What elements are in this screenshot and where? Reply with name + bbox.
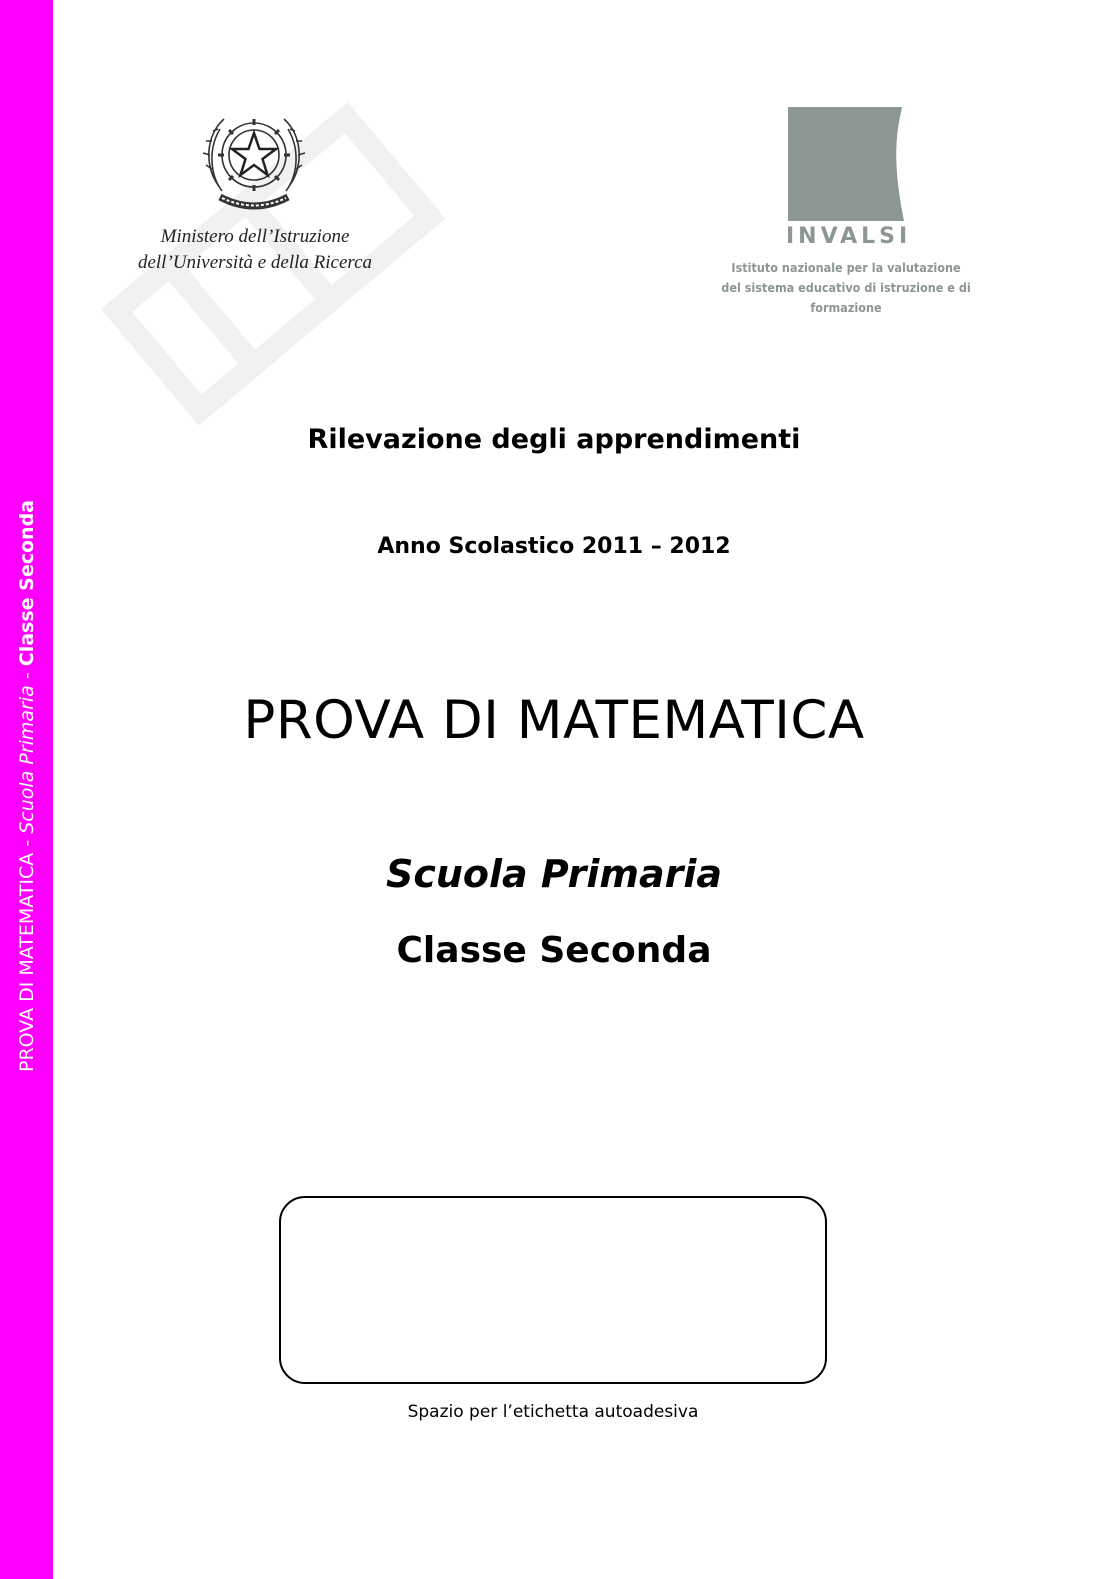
ministry-name — [100, 224, 410, 276]
italian-republic-emblem-icon — [200, 105, 308, 220]
invalsi-desc-line-2: del sistema educativo di istruzione e di formazione — [721, 280, 971, 315]
invalsi-logo-icon — [786, 105, 906, 223]
side-band-text — [16, 500, 38, 1072]
ministry-line-1: Ministero dell’Istruzione — [160, 226, 350, 247]
side-text-school: Scuola Primaria — [16, 685, 38, 834]
survey-title: Rilevazione degli apprendimenti — [307, 424, 801, 455]
test-title: PROVA DI MATEMATICA — [243, 690, 865, 751]
side-text-class: Classe Seconda — [16, 500, 38, 667]
side-text-subject: PROVA DI MATEMATICA - — [16, 833, 38, 1072]
invalsi-description — [690, 258, 1002, 318]
sticker-label-caption: Spazio per l’etichetta autoadesiva — [407, 1402, 699, 1422]
side-text-separator: - — [16, 666, 38, 686]
invalsi-desc-line-1: Istituto nazionale per la valutazione — [731, 260, 961, 275]
ministry-line-2: dell’Università e della Ricerca — [137, 252, 373, 273]
invalsi-name: INVALSI — [786, 224, 912, 249]
class-level: Classe Seconda — [396, 930, 712, 971]
sticker-label-box — [279, 1196, 827, 1384]
school-level: Scuola Primaria — [385, 852, 723, 896]
school-year: Anno Scolastico 2011 – 2012 — [377, 534, 731, 559]
